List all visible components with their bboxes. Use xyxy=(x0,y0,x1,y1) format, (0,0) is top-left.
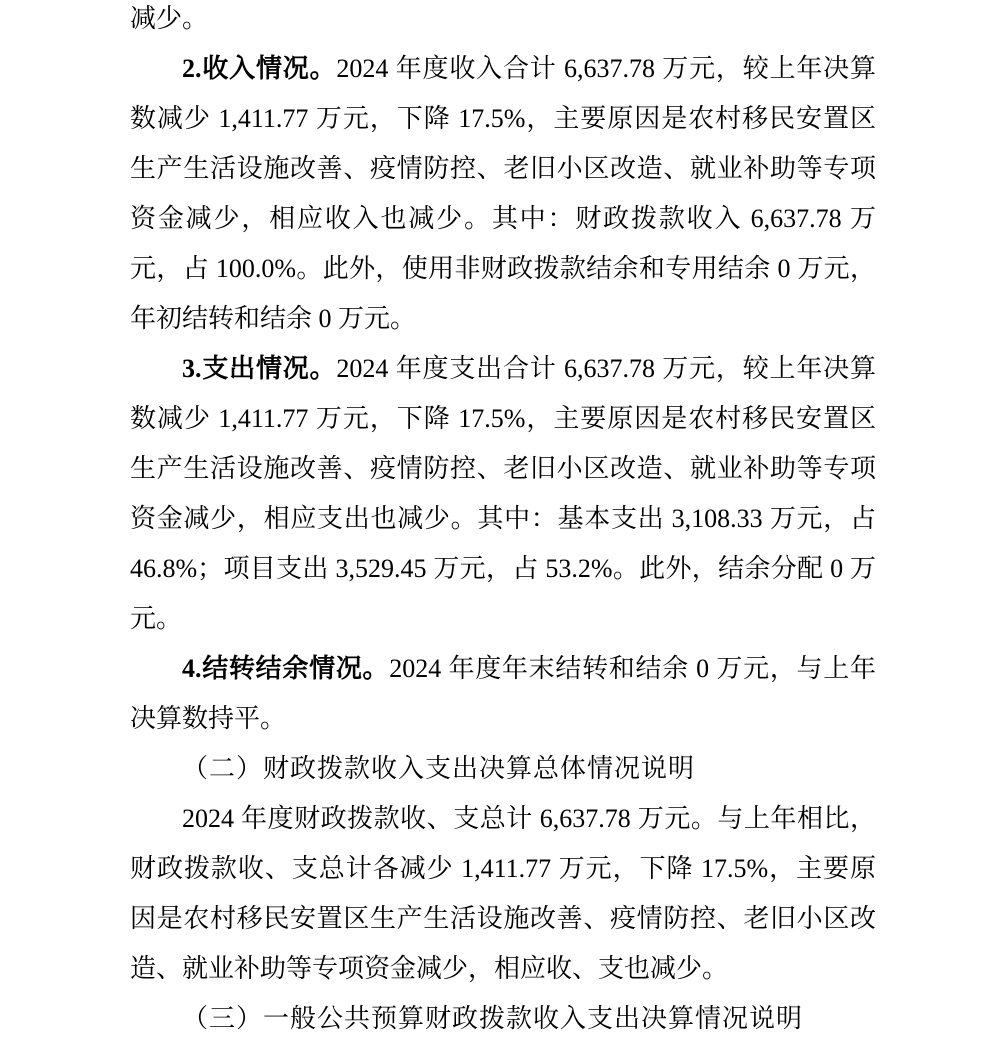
heading-section-two xyxy=(130,744,876,794)
paragraph-income-lead: 2.收入情况。 xyxy=(182,54,337,83)
paragraph-expenditure-text: 2024 年度支出合计 6,637.78 万元，较上年决算数减少 1,411.77 万元，下降 17.5%，主要原因是农村移民安置区生产生活设施改善、疫情防控、老旧小区改造、就业补助等专项资金减少，相应支出也减少。其中：基本支出 3,108.33 万元，占 46.8%；项目支出 3,529.45 万元，占 53.2%。此外，结余分配 0 万元。 xyxy=(130,354,876,633)
paragraph-expenditure-lead: 3.支出情况。 xyxy=(182,354,337,383)
paragraph-carryover-lead: 4.结转结余情况。 xyxy=(182,654,390,683)
paragraph-carryover-text: 2024 年度年末结转和结余 0 万元，与上年决算数持平。 xyxy=(130,654,876,733)
paragraph-income-situation xyxy=(130,44,876,344)
document-page xyxy=(130,0,876,1044)
paragraph-expenditure-situation xyxy=(130,344,876,644)
paragraph-income-text: 2024 年度收入合计 6,637.78 万元，较上年决算数减少 1,411.77 万元，下降 17.5%，主要原因是农村移民安置区生产生活设施改善、疫情防控、老旧小区改造、就业补助等专项资金减少，相应收入也减少。其中：财政拨款收入 6,637.78 万元，占 100.0%。此外，使用非财政拨款结余和专用结余 0 万元，年初结转和结余 0 万元。 xyxy=(130,54,876,333)
paragraph-continuation-text: 减少。 xyxy=(130,4,209,33)
paragraph-fiscal-allocation-total xyxy=(130,794,876,994)
paragraph-continuation xyxy=(130,0,876,44)
paragraph-carryover-situation xyxy=(130,644,876,744)
paragraph-fiscal-allocation-total-text: 2024 年度财政拨款收、支总计 6,637.78 万元。与上年相比，财政拨款收、支总计各减少 1,411.77 万元，下降 17.5%，主要原因是农村移民安置区生产生活设施改善、疫情防控、老旧小区改造、就业补助等专项资金减少，相应收、支也减少。 xyxy=(130,804,876,983)
heading-section-three xyxy=(130,994,876,1044)
heading-section-three-text: （三）一般公共预算财政拨款收入支出决算情况说明 xyxy=(182,1004,804,1033)
heading-section-two-text: （二）财政拨款收入支出决算总体情况说明 xyxy=(182,754,696,783)
